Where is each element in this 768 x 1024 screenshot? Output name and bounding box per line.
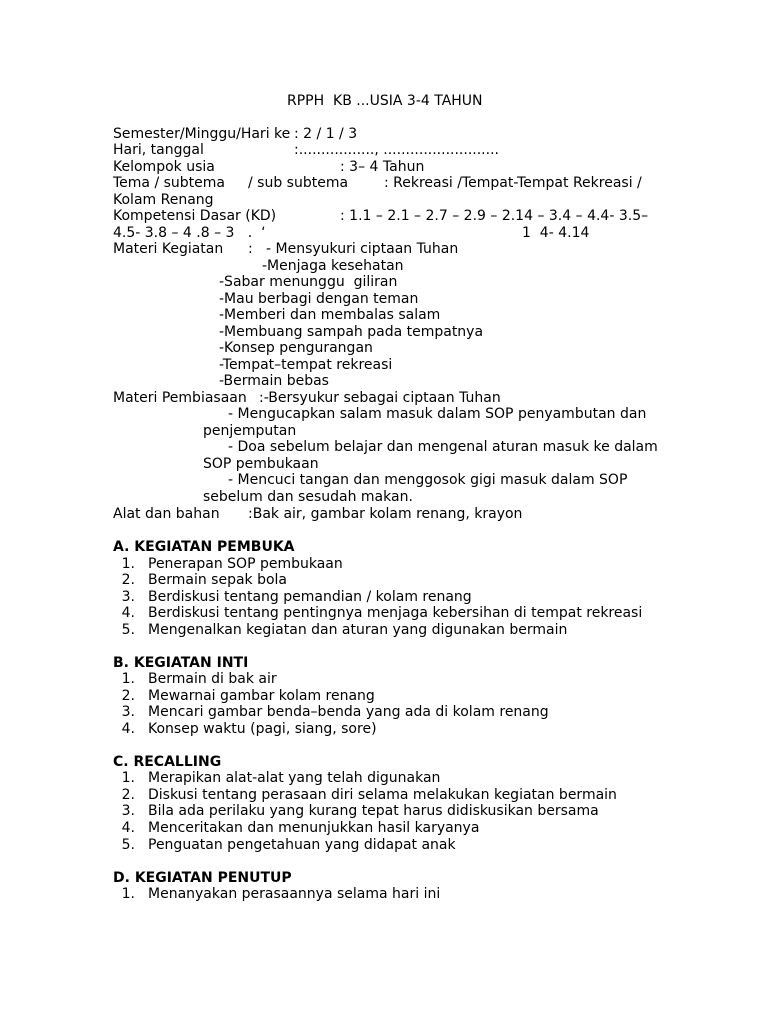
- kd-value-line2-right: 1 4- 4.14: [522, 225, 590, 241]
- materi-kegiatan-item: -Menjaga kesehatan: [262, 258, 404, 274]
- page-title: RPPH KB ...USIA 3-4 TAHUN: [287, 93, 483, 109]
- section-heading-penutup: D. KEGIATAN PENUTUP: [113, 870, 292, 886]
- list-item: [113, 820, 479, 837]
- kelompok-label: Kelompok usia: [113, 159, 215, 175]
- materi-kegiatan-item: -Tempat–tempat rekreasi: [219, 357, 393, 373]
- materi-pembiasaan-item: penjemputan: [203, 423, 297, 439]
- list-item-text: Berdiskusi tentang pemandian / kolam renang: [148, 589, 472, 605]
- list-number: 2.: [121, 688, 135, 704]
- list-item-text: Diskusi tentang perasaan diri selama melakukan kegiatan bermain: [148, 787, 617, 803]
- materi-kegiatan-item: -Sabar menunggu giliran: [219, 274, 398, 290]
- materi-pembiasaan-item: - Doa sebelum belajar dan mengenal aturan masuk ke dalam: [228, 439, 658, 455]
- list-number: 3.: [121, 589, 135, 605]
- list-item-text: Bermain sepak bola: [148, 572, 288, 588]
- list-item-text: Mewarnai gambar kolam renang: [148, 688, 375, 704]
- list-item-text: Mencari gambar benda–benda yang ada di kolam renang: [148, 704, 549, 720]
- tema-label-2: / sub subtema: [248, 175, 349, 191]
- list-item: [113, 671, 277, 688]
- hari-label: Hari, tanggal: [113, 142, 204, 158]
- list-item: [113, 721, 377, 738]
- list-item: [113, 704, 549, 721]
- materi-pembiasaan-item: - Mencuci tangan dan menggosok gigi masuk dalam SOP: [228, 472, 628, 488]
- list-number: 1.: [121, 886, 135, 902]
- materi-kegiatan-item: - Mensyukuri ciptaan Tuhan: [266, 241, 459, 257]
- alat-label: Alat dan bahan: [113, 506, 220, 522]
- list-number: 3.: [121, 704, 135, 720]
- list-item: [113, 803, 599, 820]
- materi-pembiasaan-item: :-Bersyukur sebagai ciptaan Tuhan: [259, 390, 501, 406]
- section-heading-recalling: C. RECALLING: [113, 754, 222, 770]
- list-number: 2.: [121, 572, 135, 588]
- list-item: [113, 556, 343, 573]
- tema-value-cont: Kolam Renang: [113, 192, 214, 208]
- list-item: [113, 770, 440, 787]
- section-heading-inti: B. KEGIATAN INTI: [113, 655, 249, 671]
- list-number: 1.: [121, 556, 135, 572]
- semester-label: Semester/Minggu/Hari ke: [113, 126, 291, 142]
- semester-value: : 2 / 1 / 3: [294, 126, 358, 142]
- list-item: [113, 837, 456, 854]
- list-item: [113, 572, 287, 589]
- kd-value: : 1.1 – 2.1 – 2.7 – 2.9 – 2.14 – 3.4 – 4.4- 3.5–: [340, 208, 649, 224]
- materi-kegiatan-label: Materi Kegiatan: [113, 241, 224, 257]
- list-number: 1.: [121, 770, 135, 786]
- list-item-text: Merapikan alat-alat yang telah digunakan: [148, 770, 441, 786]
- materi-pembiasaan-item: SOP pembukaan: [203, 456, 319, 472]
- list-number: 2.: [121, 787, 135, 803]
- list-item: [113, 605, 642, 622]
- list-number: 4.: [121, 605, 135, 621]
- hari-value: :................., ..........................: [294, 142, 499, 158]
- list-item-text: Mengenalkan kegiatan dan aturan yang digunakan bermain: [148, 622, 568, 638]
- materi-kegiatan-item: -Membuang sampah pada tempatnya: [219, 324, 484, 340]
- tema-label: Tema / subtema: [113, 175, 225, 191]
- list-item: [113, 787, 617, 804]
- list-item: [113, 688, 375, 705]
- list-item: [113, 886, 440, 903]
- list-number: 4.: [121, 721, 135, 737]
- kd-value-line2: 4.5- 3.8 – 4 .8 – 3 . ‘: [113, 225, 266, 241]
- list-number: 5.: [121, 622, 135, 638]
- list-item-text: Menanyakan perasaannya selama hari ini: [148, 886, 441, 902]
- list-item-text: Konsep waktu (pagi, siang, sore): [148, 721, 377, 737]
- list-number: 4.: [121, 820, 135, 836]
- materi-kegiatan-colon: :: [248, 241, 253, 257]
- materi-pembiasaan-label: Materi Pembiasaan: [113, 390, 247, 406]
- kelompok-value: : 3– 4 Tahun: [340, 159, 425, 175]
- list-item: [113, 622, 567, 639]
- list-number: 1.: [121, 671, 135, 687]
- alat-value: :Bak air, gambar kolam renang, krayon: [248, 506, 523, 522]
- section-heading-pembuka: A. KEGIATAN PEMBUKA: [113, 539, 295, 555]
- list-number: 5.: [121, 837, 135, 853]
- materi-kegiatan-item: -Memberi dan membalas salam: [219, 307, 441, 323]
- list-item-text: Bila ada perilaku yang kurang tepat harus didiskusikan bersama: [148, 803, 599, 819]
- tema-value: : Rekreasi /Tempat-Tempat Rekreasi /: [384, 175, 642, 191]
- materi-kegiatan-item: -Konsep pengurangan: [219, 340, 373, 356]
- list-item-text: Bermain di bak air: [148, 671, 277, 687]
- list-item: [113, 589, 472, 606]
- list-item-text: Berdiskusi tentang pentingnya menjaga kebersihan di tempat rekreasi: [148, 605, 643, 621]
- materi-pembiasaan-item: - Mengucapkan salam masuk dalam SOP penyambutan dan: [228, 406, 647, 422]
- materi-kegiatan-item: -Bermain bebas: [219, 373, 329, 389]
- list-item-text: Menceritakan dan menunjukkan hasil karyanya: [148, 820, 480, 836]
- list-item-text: Penguatan pengetahuan yang didapat anak: [148, 837, 456, 853]
- materi-kegiatan-item: -Mau berbagi dengan teman: [219, 291, 419, 307]
- materi-pembiasaan-item: sebelum dan sesudah makan.: [203, 489, 413, 505]
- list-number: 3.: [121, 803, 135, 819]
- list-item-text: Penerapan SOP pembukaan: [148, 556, 343, 572]
- kd-label: Kompetensi Dasar (KD): [113, 208, 277, 224]
